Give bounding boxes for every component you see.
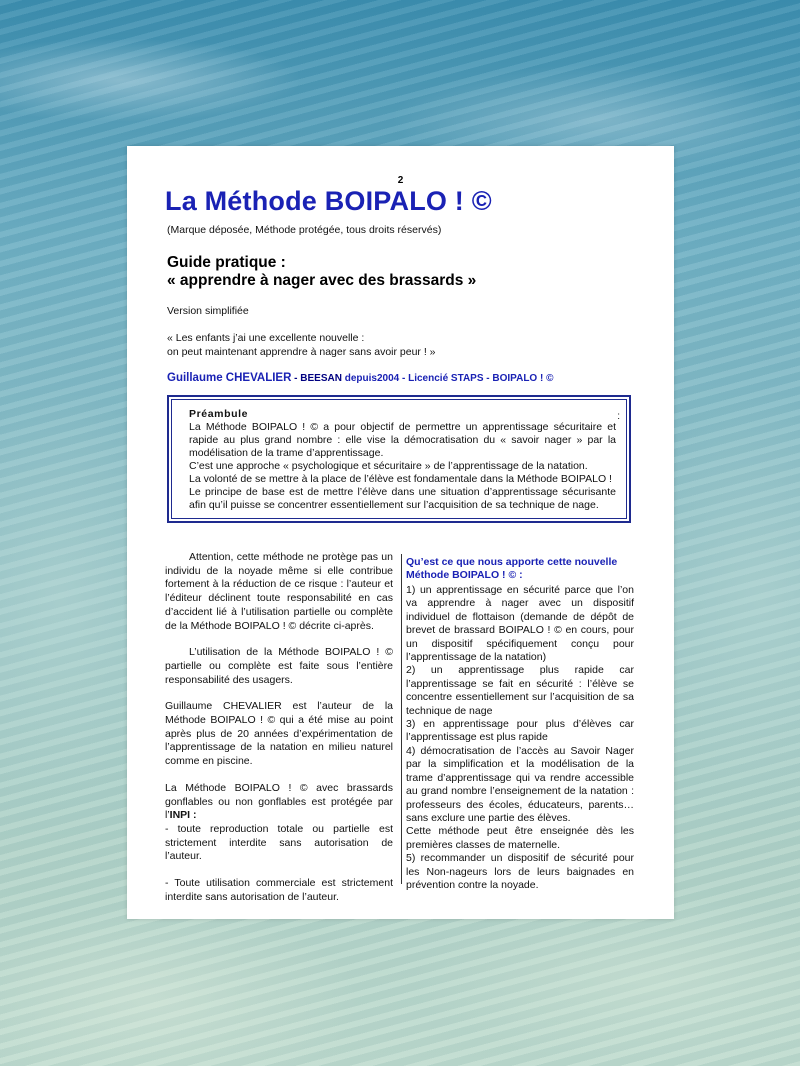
preamble-paragraph: C’est une approche « psychologique et sécuritaire » de l’apprentissage de la natation. xyxy=(189,460,588,472)
document-page xyxy=(127,146,674,919)
guide-heading xyxy=(167,254,476,290)
benefits-title: Qu’est ce que nous apporte cette nouvelle Méthode BOIPALO ! © : xyxy=(406,556,618,581)
author-sep: - BEESAN xyxy=(291,373,345,384)
protection-text: La Méthode BOIPALO ! © avec brassards gonflables ou non gonflables est protégée par l’ xyxy=(165,781,393,822)
quote-line-1: « Les enfants j’ai une excellente nouvelle : xyxy=(167,332,365,344)
inpi-label: INPI : xyxy=(169,809,197,822)
benefit-item: Cette méthode peut être enseignée dès les premières classes de maternelle. xyxy=(406,825,634,851)
usage-paragraph: L’utilisation de la Méthode BOIPALO ! © partielle ou complète est faite sous l’entière responsabilité des usagers. xyxy=(165,646,393,686)
reproduction-text: - toute reproduction totale ou partielle est strictement interdite sans autorisation de l’auteur. xyxy=(165,822,393,863)
version-label: Version simplifiée xyxy=(167,305,249,317)
guide-line-2: « apprendre à nager avec des brassards » xyxy=(167,272,477,289)
author-line xyxy=(167,372,553,384)
right-column xyxy=(406,556,634,892)
preamble-box xyxy=(167,395,631,523)
quote xyxy=(167,331,436,359)
protection-paragraph xyxy=(165,782,393,864)
preamble-colon: : xyxy=(617,411,620,422)
preamble-paragraph: Le principe de base est de mettre l’élève dans une situation d’apprentissage sécurisante afin qu’il puisse se concentrer essentiellement sur l’acquisition de sa technique de nage. xyxy=(189,486,616,511)
warning-paragraph: Attention, cette méthode ne protège pas un individu de la noyade même si elle contribue fortement à la réduction de ce risque : l’auteur et l’éditeur déclinent toute responsabilité en cas d’accident lié à l’utilisation partielle ou complète de la Méthode BOIPALO ! © décrite ci-après. xyxy=(165,551,393,632)
guide-line-1: Guide pratique : xyxy=(167,254,286,271)
benefit-item: 5) recommander un dispositif de sécurité pour les Non-nageurs lors de leurs baignades en prévention contre la noyade. xyxy=(406,852,634,891)
author-since: depuis xyxy=(344,373,377,384)
preamble-inner xyxy=(171,399,627,519)
page-title: La Méthode BOIPALO ! © xyxy=(165,186,492,216)
page-subtitle: (Marque déposée, Méthode protégée, tous droits réservés) xyxy=(167,224,442,236)
preamble-title: Préambule xyxy=(189,408,249,420)
preamble-paragraph: La volonté de se mettre à la place de l’élève est fondamentale dans la Méthode BOIPALO ! xyxy=(189,473,612,485)
commercial-paragraph: - Toute utilisation commerciale est strictement interdite sans autorisation de l’auteur. xyxy=(165,877,393,903)
preamble-paragraph: La Méthode BOIPALO ! © a pour objectif de permettre un apprentissage sécuritaire et rapide au plus grand nombre : elle vise la démocratisation du « savoir nager » par la modélisation de la trame d’apprentissage. xyxy=(189,421,616,459)
author-rest: - Licencié STAPS - BOIPALO ! © xyxy=(399,373,554,384)
author-year: 2004 xyxy=(376,373,400,384)
column-divider xyxy=(401,554,402,884)
left-column xyxy=(165,551,393,917)
author-name: Guillaume CHEVALIER xyxy=(167,372,292,384)
benefit-item: 4) démocratisation de l’accès au Savoir Nager par la simplification et la modélisation de la trame d’apprentissage qui va rendre accessible au grand nombre l’enseignement de la natation : professeurs des écoles, éducateurs, parents… sans exclure une partie des élèves. xyxy=(406,744,634,824)
page-number: 2 xyxy=(397,175,404,186)
quote-line-2: on peut maintenant apprendre à nager sans avoir peur ! » xyxy=(167,346,436,358)
benefit-item: 3) en apprentissage pour plus d’élèves car l’apprentissage est plus rapide xyxy=(406,718,634,744)
preamble-text xyxy=(189,421,616,512)
benefit-item: 2) un apprentissage plus rapide car l’apprentissage se fait en sécurité : l’élève se concentre essentiellement sur l’acquisition de sa technique de nage xyxy=(406,664,634,717)
author-paragraph: Guillaume CHEVALIER est l’auteur de la Méthode BOIPALO ! © qui a été mise au point après plus de 20 années d’expérimentation de l’apprentissage de la natation en milieu naturel comme en piscine. xyxy=(165,700,393,768)
benefit-item: 1) un apprentissage en sécurité parce que l’on va apprendre à nager avec un dispositif individuel de flottaison (demande de dépôt de brevet de brassard BOIPALO ! © en cours, pour un dispositif spécifiquement conçu pour l’apprentissage de la natation) xyxy=(406,584,634,664)
